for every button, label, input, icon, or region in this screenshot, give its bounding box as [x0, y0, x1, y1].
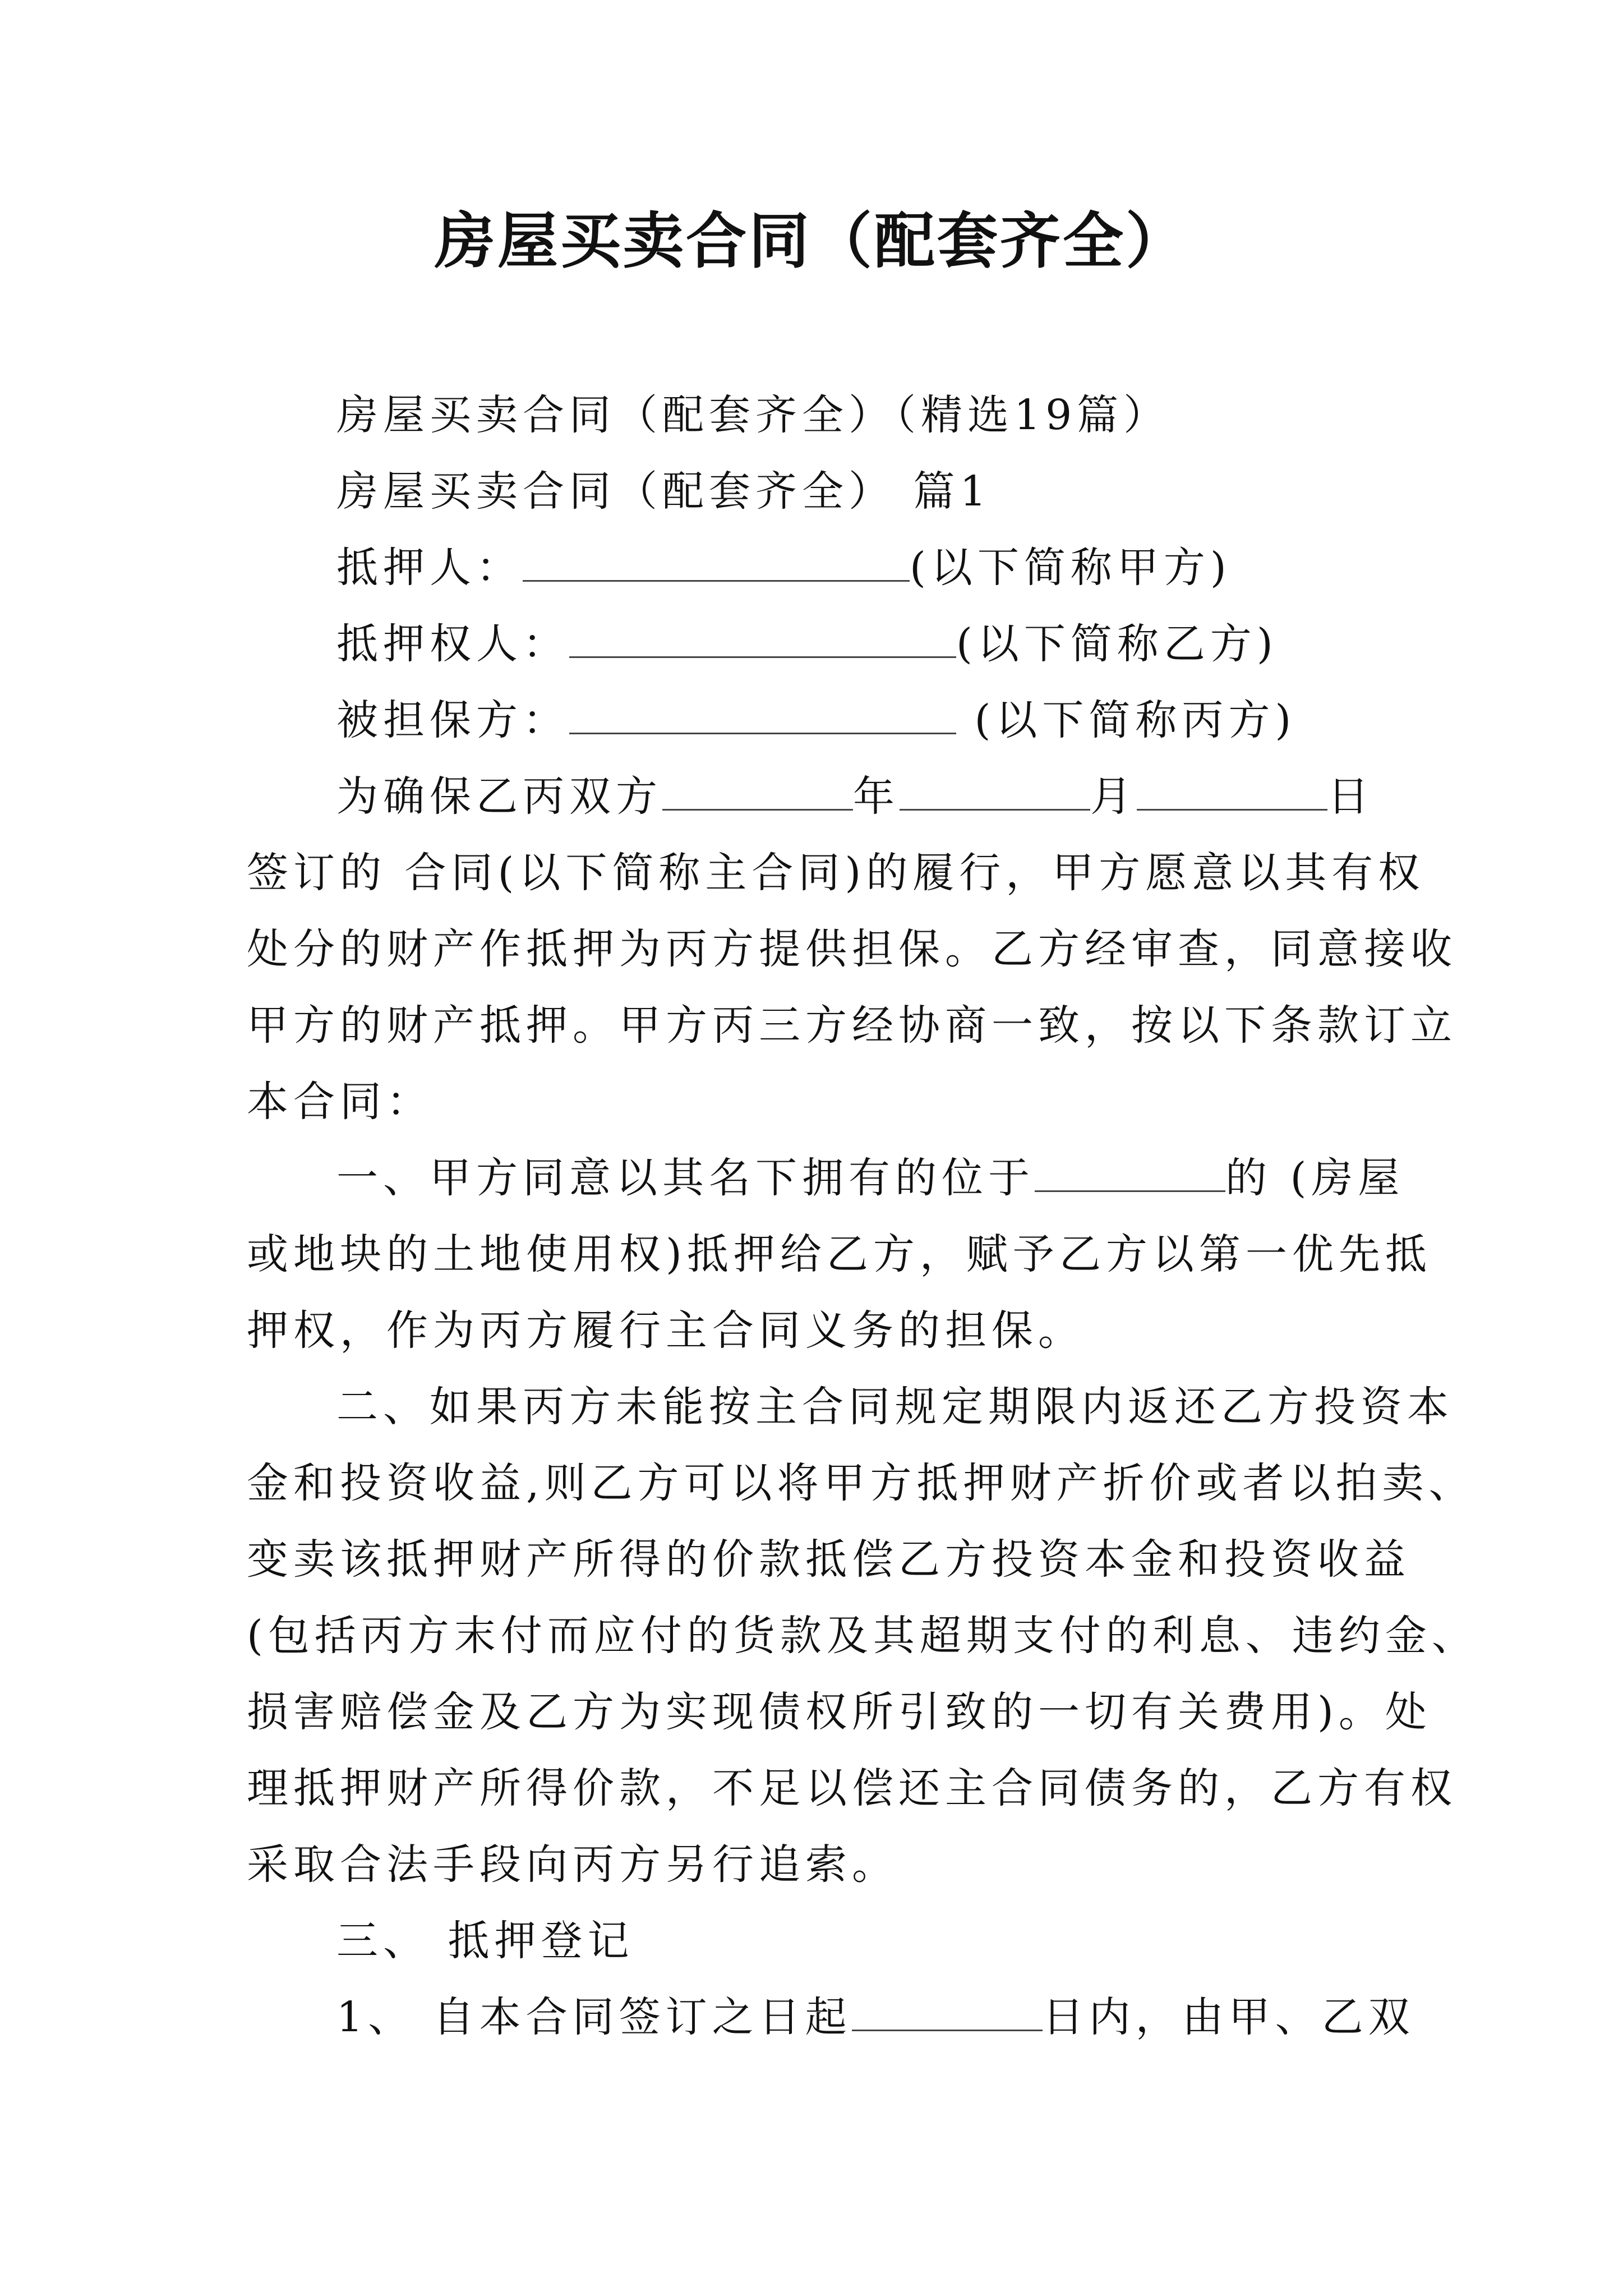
clause-1-end: 的 (房屋 — [1225, 1154, 1405, 1202]
paragraph-line: 处分的财产作抵押为丙方提供担保。乙方经审查，同意接收 — [247, 925, 1457, 973]
clause-2-line: 二、如果丙方未能按主合同规定期限内返还乙方投资本 — [336, 1383, 1454, 1431]
clause-3-1-start: 1、 自本合同签订之日起 — [336, 1993, 852, 2041]
mortgagee-suffix: (以下简称乙方) — [956, 620, 1278, 668]
clause-1-line — [336, 1150, 1404, 1206]
mortgagor-suffix: (以下简称甲方) — [910, 544, 1232, 592]
year-label: 年 — [853, 772, 900, 821]
mortgagee-label: 抵押权人： — [336, 620, 569, 668]
month-label: 月 — [1090, 772, 1137, 821]
paragraph-line: 理抵押财产所得价款，不足以偿还主合同债务的，乙方有权 — [247, 1764, 1457, 1812]
document-title: 房屋买卖合同（配套齐全） — [434, 206, 1188, 277]
paragraph-line: 签订的 合同(以下简称主合同)的履行，甲方愿意以其有权 — [247, 849, 1425, 897]
paragraph-line: (包括丙方末付而应付的货款及其超期支付的利息、违约金、 — [247, 1612, 1478, 1660]
date-line — [336, 769, 1374, 825]
paragraph-line: 采取合法手段向丙方另行追索。 — [247, 1841, 898, 1889]
paragraph-line: 或地块的土地使用权)抵押给乙方，赋予乙方以第一优先抵 — [247, 1230, 1432, 1278]
paragraph-line: 损害赔偿金及乙方为实现债权所引致的一切有关费用)。处 — [247, 1688, 1432, 1736]
paragraph-line: 甲方的财产抵押。甲方丙三方经协商一致，按以下条款订立 — [247, 1001, 1457, 1050]
mortgagee-line — [336, 616, 1278, 672]
guaranteed-blank — [569, 692, 956, 734]
paragraph-line: 押权，作为丙方履行主合同义务的担保。 — [247, 1306, 1085, 1355]
clause-3-1-end: 日内，由甲、乙双 — [1042, 1993, 1415, 2041]
year-blank — [662, 769, 853, 811]
clause-3-heading: 三、 抵押登记 — [336, 1917, 634, 1965]
clause-1-start: 一、甲方同意以其名下拥有的位于 — [336, 1154, 1035, 1202]
section-heading: 房屋买卖合同（配套齐全） 篇1 — [336, 467, 992, 516]
guaranteed-label: 被担保方： — [336, 696, 569, 744]
clause-3-1-line — [336, 1989, 1415, 2045]
location-blank — [1035, 1150, 1225, 1192]
document-subtitle: 房屋买卖合同（配套齐全）（精选19篇） — [336, 391, 1170, 439]
guaranteed-suffix: (以下简称丙方) — [956, 696, 1297, 744]
days-blank — [852, 1989, 1043, 2031]
paragraph-line: 金和投资收益,则乙方可以将甲方抵押财产折价或者以拍卖、 — [247, 1459, 1476, 1507]
guaranteed-line — [336, 692, 1296, 748]
mortgagee-blank — [569, 616, 956, 658]
mortgagor-blank — [523, 540, 910, 582]
paragraph-line: 变卖该抵押财产所得的价款抵偿乙方投资本金和投资收益 — [247, 1535, 1410, 1584]
day-blank — [1137, 769, 1327, 811]
paragraph-line: 本合同： — [247, 1078, 433, 1126]
mortgagor-line — [336, 540, 1232, 596]
day-label: 日 — [1327, 772, 1374, 821]
mortgagor-label: 抵押人： — [336, 544, 523, 592]
p1-start: 为确保乙丙双方 — [336, 772, 662, 821]
month-blank — [900, 769, 1090, 811]
